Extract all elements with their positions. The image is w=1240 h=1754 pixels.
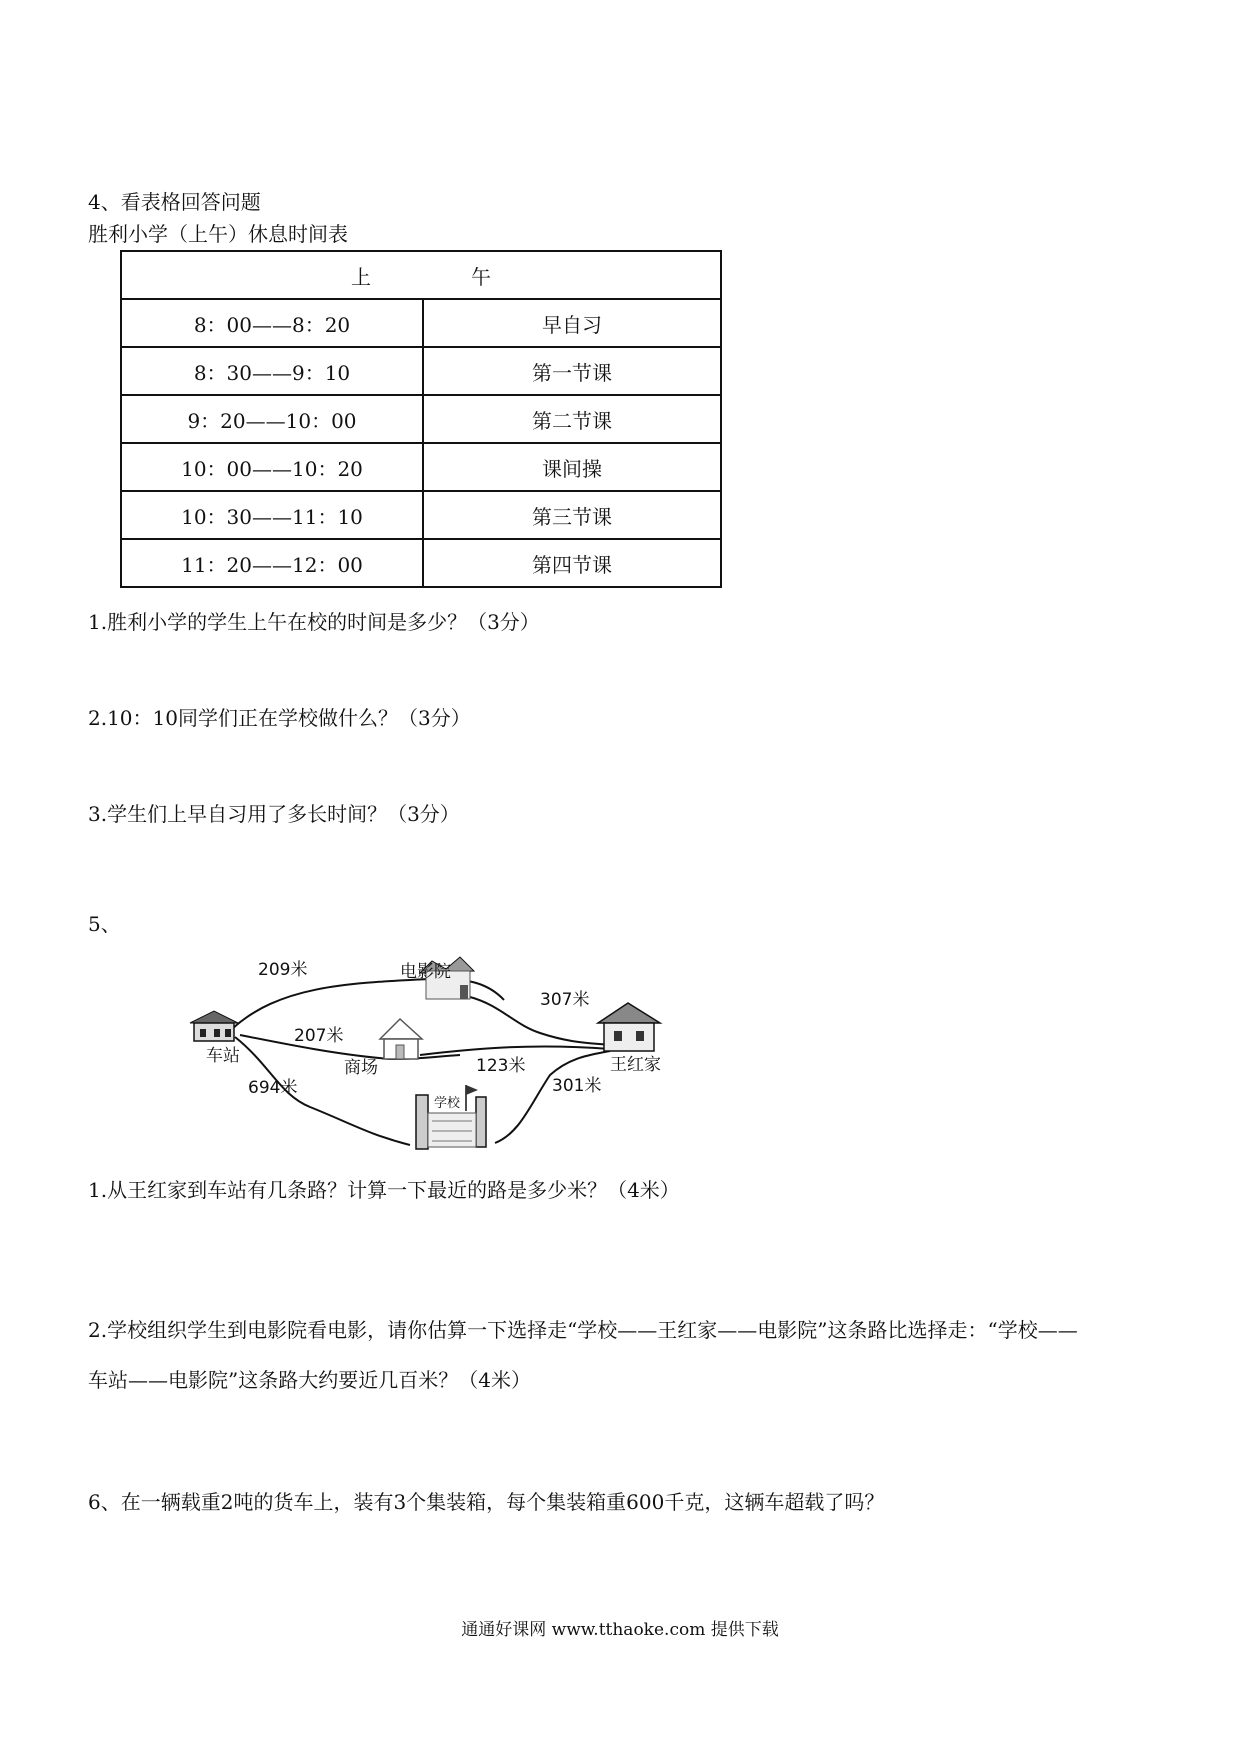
distance-station-school: 694米 <box>248 1078 298 1098</box>
distance-mall-home: 123米 <box>476 1056 526 1076</box>
table-title: 胜利小学（上午）休息时间表 <box>88 222 348 246</box>
activity-cell: 第二节课 <box>423 395 721 443</box>
question-5-2-line2: 车站——电影院”这条路大约要近几百米？（4米） <box>88 1368 531 1392</box>
table-row <box>121 539 721 587</box>
distance-school-home: 301米 <box>552 1076 602 1096</box>
table-row <box>121 491 721 539</box>
time-cell: 9：20——10：00 <box>121 395 423 443</box>
question-5-1: 1.从王红家到车站有几条路？计算一下最近的路是多少米？（4米） <box>88 1178 680 1202</box>
time-cell: 11：20——12：00 <box>121 539 423 587</box>
school-gate-icon <box>416 1085 486 1149</box>
question-5-heading: 5、 <box>88 912 121 936</box>
footer-credit: 通通好课网 www.tthaoke.com 提供下载 <box>461 1620 779 1640</box>
activity-cell: 课间操 <box>423 443 721 491</box>
time-cell: 10：30——11：10 <box>121 491 423 539</box>
distance-station-mall: 207米 <box>294 1026 344 1046</box>
distance-station-cinema: 209米 <box>258 960 308 980</box>
table-row <box>121 299 721 347</box>
time-cell: 10：00——10：20 <box>121 443 423 491</box>
table-row <box>121 395 721 443</box>
activity-cell: 第四节课 <box>423 539 721 587</box>
table-header-row <box>121 251 721 299</box>
cinema-label: 电影院 <box>400 962 451 982</box>
question-5-2-line1: 2.学校组织学生到电影院看电影，请你估算一下选择走“学校——王红家——电影院”这条路比选择走：“学校—— <box>88 1318 1078 1342</box>
question-6: 6、在一辆载重2吨的货车上，装有3个集装箱，每个集装箱重600千克，这辆车超载了吗？ <box>88 1490 885 1514</box>
question-4-3: 3.学生们上早自习用了多长时间？（3分） <box>88 802 460 826</box>
mall-building-icon <box>380 1019 422 1059</box>
home-building-icon <box>598 1003 660 1051</box>
school-sign-label: 学校 <box>434 1096 461 1111</box>
activity-cell: 第三节课 <box>423 491 721 539</box>
header-morning-first-char: 上 <box>351 264 371 289</box>
station-building-icon <box>190 1011 238 1041</box>
station-label: 车站 <box>206 1046 240 1066</box>
road-station-mall <box>240 1035 460 1059</box>
route-map <box>170 945 690 1155</box>
activity-cell: 早自习 <box>423 299 721 347</box>
time-cell: 8：30——9：10 <box>121 347 423 395</box>
question-4-2: 2.10：10同学们正在学校做什么？（3分） <box>88 706 471 730</box>
road-mall-home <box>420 1047 610 1055</box>
distance-cinema-home: 307米 <box>540 990 590 1010</box>
mall-label: 商场 <box>344 1058 378 1078</box>
table-header-cell <box>121 251 721 299</box>
home-label: 王红家 <box>610 1055 661 1075</box>
question-4-heading: 4、看表格回答问题 <box>88 190 261 214</box>
header-morning-second-char: 午 <box>471 264 491 289</box>
table-row <box>121 347 721 395</box>
schedule-table <box>120 250 722 588</box>
question-4-1: 1.胜利小学的学生上午在校的时间是多少？（3分） <box>88 610 540 634</box>
table-row <box>121 443 721 491</box>
time-cell: 8：00——8：20 <box>121 299 423 347</box>
activity-cell: 第一节课 <box>423 347 721 395</box>
